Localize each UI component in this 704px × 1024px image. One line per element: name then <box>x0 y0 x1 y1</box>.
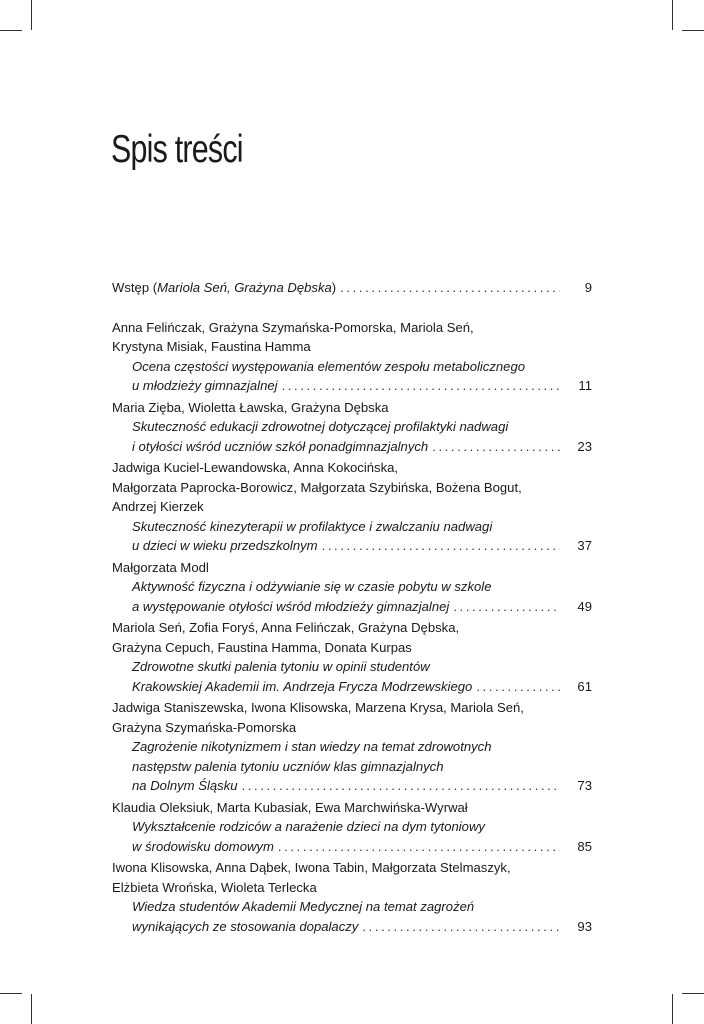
entry-authors: Jadwiga Kuciel-Lewandowska, Anna Kokocińska, <box>112 460 399 475</box>
entry-title: w środowisku domowym <box>132 838 274 854</box>
toc-entry[interactable] <box>112 698 592 796</box>
page-number: 23 <box>577 438 592 454</box>
toc-entry[interactable] <box>112 558 592 617</box>
page-number: 73 <box>577 778 592 793</box>
dot-leader <box>476 677 560 697</box>
page-number: 9 <box>584 280 592 295</box>
entry-title: u młodzieży gimnazjalnej <box>132 378 278 393</box>
entry-authors: Anna Felińczak, Grażyna Szymańska-Pomorska, Mariola Seń, <box>112 319 474 335</box>
crop-mark <box>31 0 32 30</box>
crop-mark <box>0 993 22 994</box>
table-of-contents <box>112 278 592 936</box>
page-number: 11 <box>578 378 592 393</box>
page-title: Spis treści <box>111 128 243 171</box>
entry-title: a występowanie otyłości wśród młodzieży gimnazjalnej <box>132 598 450 614</box>
toc-entry[interactable] <box>112 318 592 396</box>
crop-mark <box>672 994 673 1024</box>
toc-entry[interactable] <box>112 618 592 696</box>
page-number: 93 <box>577 918 592 934</box>
entry-title: Wykształcenie rodziców a narażenie dzieci na dym tytoniowy <box>132 819 485 834</box>
toc-entry[interactable] <box>112 798 592 857</box>
dot-leader <box>322 536 560 556</box>
dot-leader <box>278 837 560 857</box>
entry-authors: Klaudia Oleksiuk, Marta Kubasiak, Ewa Marchwińska-Wyrwał <box>112 799 468 815</box>
dot-leader <box>242 776 560 796</box>
toc-entry[interactable] <box>112 458 592 556</box>
entry-title: następstw palenia tytoniu uczniów klas gimnazjalnych <box>132 758 444 774</box>
dot-leader <box>282 376 560 396</box>
entry-authors: Elżbieta Wrońska, Wioleta Terlecka <box>112 879 317 895</box>
entry-title: i otyłości wśród uczniów szkół ponadgimnazjalnych <box>132 438 429 454</box>
toc-entry-intro[interactable] <box>112 278 592 298</box>
crop-mark <box>31 994 32 1024</box>
dot-leader <box>453 597 560 617</box>
entry-title: Krakowskiej Akademii im. Andrzeja Frycza Modrzewskiego <box>132 678 473 694</box>
entry-authors: Jadwiga Staniszewska, Iwona Klisowska, Marzena Krysa, Mariola Seń, <box>112 700 524 715</box>
entry-authors: Grażyna Cepuch, Faustina Hamma, Donata Kurpas <box>112 639 412 655</box>
entry-title: Ocena częstości występowania elementów zespołu metabolicznego <box>132 358 526 374</box>
crop-mark <box>0 30 22 31</box>
entry-authors: Małgorzata Modl <box>112 559 209 575</box>
page-number: 61 <box>577 678 592 694</box>
toc-entry[interactable] <box>112 858 592 936</box>
entry-authors: Maria Zięba, Wioletta Ławska, Grażyna Dębska <box>112 399 389 415</box>
entry-title: Skuteczność kinezyterapii w profilaktyce i zwalczaniu nadwagi <box>132 518 493 534</box>
entry-authors: Małgorzata Paprocka-Borowicz, Małgorzata Szybińska, Bożena Bogut, <box>112 479 522 495</box>
entry-title: Zagrożenie nikotynizmem i stan wiedzy na temat zdrowotnych <box>132 739 492 754</box>
crop-mark <box>682 30 704 31</box>
entry-title: Zdrowotne skutki palenia tytoniu w opinii studentów <box>132 659 430 674</box>
dot-leader <box>362 917 560 937</box>
toc-entry[interactable] <box>112 398 592 457</box>
page-number: 37 <box>577 538 592 553</box>
intro-label: Wstęp (Mariola Seń, Grażyna Dębska) <box>112 280 337 295</box>
crop-mark <box>682 993 704 994</box>
page-number: 85 <box>577 838 592 854</box>
entry-title: Wiedza studentów Akademii Medycznej na temat zagrożeń <box>132 899 475 914</box>
entry-title: u dzieci w wieku przedszkolnym <box>132 538 318 553</box>
entry-title: Aktywność fizyczna i odżywianie się w czasie pobytu w szkole <box>132 579 492 594</box>
entry-authors: Mariola Seń, Zofia Foryś, Anna Felińczak, Grażyna Dębska, <box>112 620 460 635</box>
entry-authors: Iwona Klisowska, Anna Dąbek, Iwona Tabin, Małgorzata Stelmaszyk, <box>112 860 511 875</box>
dot-leader <box>340 278 560 298</box>
entry-authors: Krystyna Misiak, Faustina Hamma <box>112 339 311 354</box>
entry-authors: Andrzej Kierzek <box>112 499 204 514</box>
dot-leader <box>432 437 560 457</box>
page-number: 49 <box>577 598 592 614</box>
entry-authors: Grażyna Szymańska-Pomorska <box>112 719 297 735</box>
entry-title: na Dolnym Śląsku <box>132 778 238 793</box>
entry-title: wynikających ze stosowania dopalaczy <box>132 918 359 934</box>
entry-title: Skuteczność edukacji zdrowotnej dotyczącej profilaktyki nadwagi <box>132 419 509 434</box>
crop-mark <box>672 0 673 30</box>
